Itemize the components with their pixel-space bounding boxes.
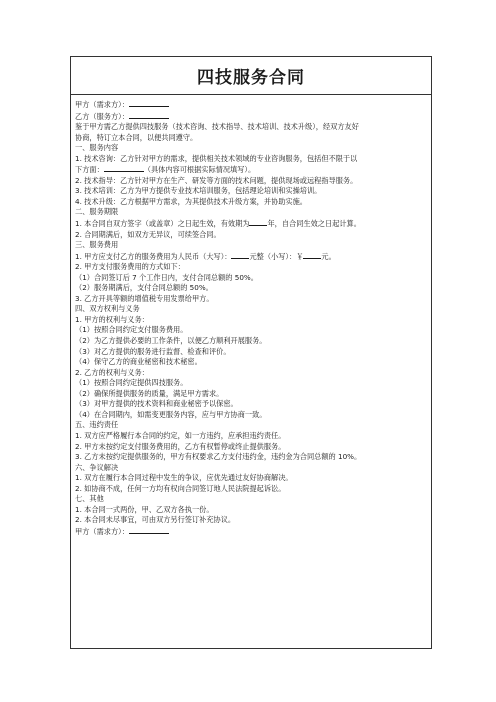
clause-line [75,154,427,165]
clause-line [75,442,427,453]
clause-text: （2）服务期满后，支付合同总额的 50%。 [75,283,213,293]
clause-line [75,230,427,241]
clause-text: 元。 [321,251,336,261]
clause-text: 2. 本合同未尽事宜，可由双方另行签订补充协议。 [75,515,236,525]
clause-text: 甲方（需求方）： [75,526,129,536]
clause-line [75,347,427,358]
clause-line [75,262,427,273]
clause-line [75,463,427,474]
clause-text: （4）在合同期内，如需变更服务内容，应与甲方协商一致。 [75,409,267,419]
clause-line [75,420,427,431]
clause-line [75,294,427,305]
clause-text: 4. 技术升级：乙方根据甲方需求，为其提供技术升级方案，并协助实施。 [75,196,307,206]
clause-text: 协商，特订立本合同，以便共同遵守。 [75,132,198,142]
clause-text: 2. 甲方支付服务费用的方式如下： [75,262,185,272]
contract-title: 四技服务合同 [197,68,305,88]
fill-in-blank[interactable] [104,164,144,172]
contract-body [71,95,431,537]
clause-text: 三、服务费用 [75,240,119,250]
clause-text: 1. 甲方的权利与义务： [75,314,149,324]
clause-text: 1. 本合同一式两份，甲、乙双方各执一份。 [75,504,214,514]
fill-in-blank[interactable] [129,111,169,119]
clause-line [75,494,427,505]
clause-text: 四、双方权利与义务 [75,304,140,314]
clause-line [75,240,427,251]
clause-text: 2. 乙方的权利与义务： [75,367,149,377]
clause-text: （具体内容可根据实际情况填写）。 [143,165,256,175]
clause-text: （1）按照合同约定支付服务费用。 [75,325,188,335]
clause-line [75,273,427,284]
clause-line [75,325,427,336]
clause-text: 五、违约责任 [75,420,119,430]
clause-text: 鉴于甲方需乙方提供四技服务（技术咨询、技术指导、技术培训、技术升级），经双方友好 [75,122,359,132]
clause-text: 1. 双方在履行本合同过程中发生的争议，应优先通过友好协商解决。 [75,473,293,483]
clause-text: （1）合同签订后 7 个工作日内，支付合同总额的 50%。 [75,272,258,282]
clause-text: （2）确保所提供服务的质量，满足甲方需求。 [75,388,224,398]
clause-text: （4）保守乙方的商业秘密和技术秘密。 [75,357,202,367]
clause-text: 2. 如协商不成，任何一方均有权向合同签订地人民法院提起诉讼。 [75,483,286,493]
clause-line [75,473,427,484]
clause-line [75,111,427,123]
fill-in-blank[interactable] [249,218,267,226]
clause-text: （1）按照合同约定提供四技服务。 [75,378,188,388]
fill-in-blank[interactable] [129,526,169,534]
clause-text: 1. 本合同自双方签字（或盖章）之日起生效，有效期为 [75,219,250,229]
clause-text: 年，自合同生效之日起计算。 [267,219,361,229]
clause-line [75,133,427,144]
clause-line [75,283,427,294]
clause-text: 1. 技术咨询：乙方针对甲方的需求，提供相关技术领域的专业咨询服务，包括但不限于以 [75,153,358,163]
clause-text: （3）对甲方提供的技术资料和商业秘密予以保密。 [75,399,238,409]
clause-line [75,164,427,176]
clause-line [75,357,427,368]
clause-text: 2. 甲方未按约定支付服务费用的，乙方有权暂停或终止提供服务。 [75,441,286,451]
clause-text: 3. 技术培训：乙方为甲方提供专业技术培训服务，包括理论培训和实操培训。 [75,186,322,196]
clause-line [75,99,427,111]
clause-line [75,143,427,154]
clause-line [75,251,427,263]
clause-text: 元整（小写）：￥ [249,251,304,261]
clause-text: 六、争议解决 [75,462,119,472]
clause-line [75,452,427,463]
clause-line [75,315,427,326]
clause-text: 2. 技术指导：乙方针对甲方在生产、研发等方面的技术问题，提供现场或远程指导服务。 [75,175,358,185]
clause-line [75,186,427,197]
clause-text: 3. 乙方未按约定提供服务的，甲方有权要求乙方支付违约金，违约金为合同总额的 10%。 [75,452,362,462]
clause-text: 1. 甲方应支付乙方的服务费用为人民币（大写）： [75,251,232,261]
contract-sheet [70,56,432,649]
clause-line [75,304,427,315]
clause-text: 七、其他 [75,494,104,504]
clause-line [75,431,427,442]
title-row [71,57,431,95]
clause-line [75,122,427,133]
fill-in-blank[interactable] [231,251,249,259]
clause-line [75,515,427,526]
clause-line [75,399,427,410]
clause-line [75,336,427,347]
clause-text: 3. 乙方开具等额的增值税专用发票给甲方。 [75,293,214,303]
clause-line [75,505,427,516]
clause-text: （2）为乙方提供必要的工作条件，以便乙方顺利开展服务。 [75,336,267,346]
fill-in-blank[interactable] [129,99,169,107]
clause-text: 2. 合同期满后，如双方无异议，可续签合同。 [75,229,221,239]
clause-line [75,176,427,187]
clause-line [75,368,427,379]
clause-line [75,218,427,230]
clause-text: 乙方（服务方）： [75,111,129,121]
fill-in-blank[interactable] [303,251,321,259]
clause-text: （3）对乙方提供的服务进行监督、检查和评价。 [75,346,231,356]
clause-text: 下方面： [75,165,104,175]
clause-text: 一、服务内容 [75,143,119,153]
clause-line [75,389,427,400]
clause-text: 二、服务期限 [75,207,119,217]
clause-line [75,484,427,495]
clause-text: 1. 双方应严格履行本合同的约定，如一方违约，应承担违约责任。 [75,430,286,440]
clause-line [75,378,427,389]
clause-line [75,526,427,538]
clause-line [75,207,427,218]
clause-text: 甲方（需求方）： [75,100,129,109]
clause-line [75,410,427,421]
clause-line [75,197,427,208]
